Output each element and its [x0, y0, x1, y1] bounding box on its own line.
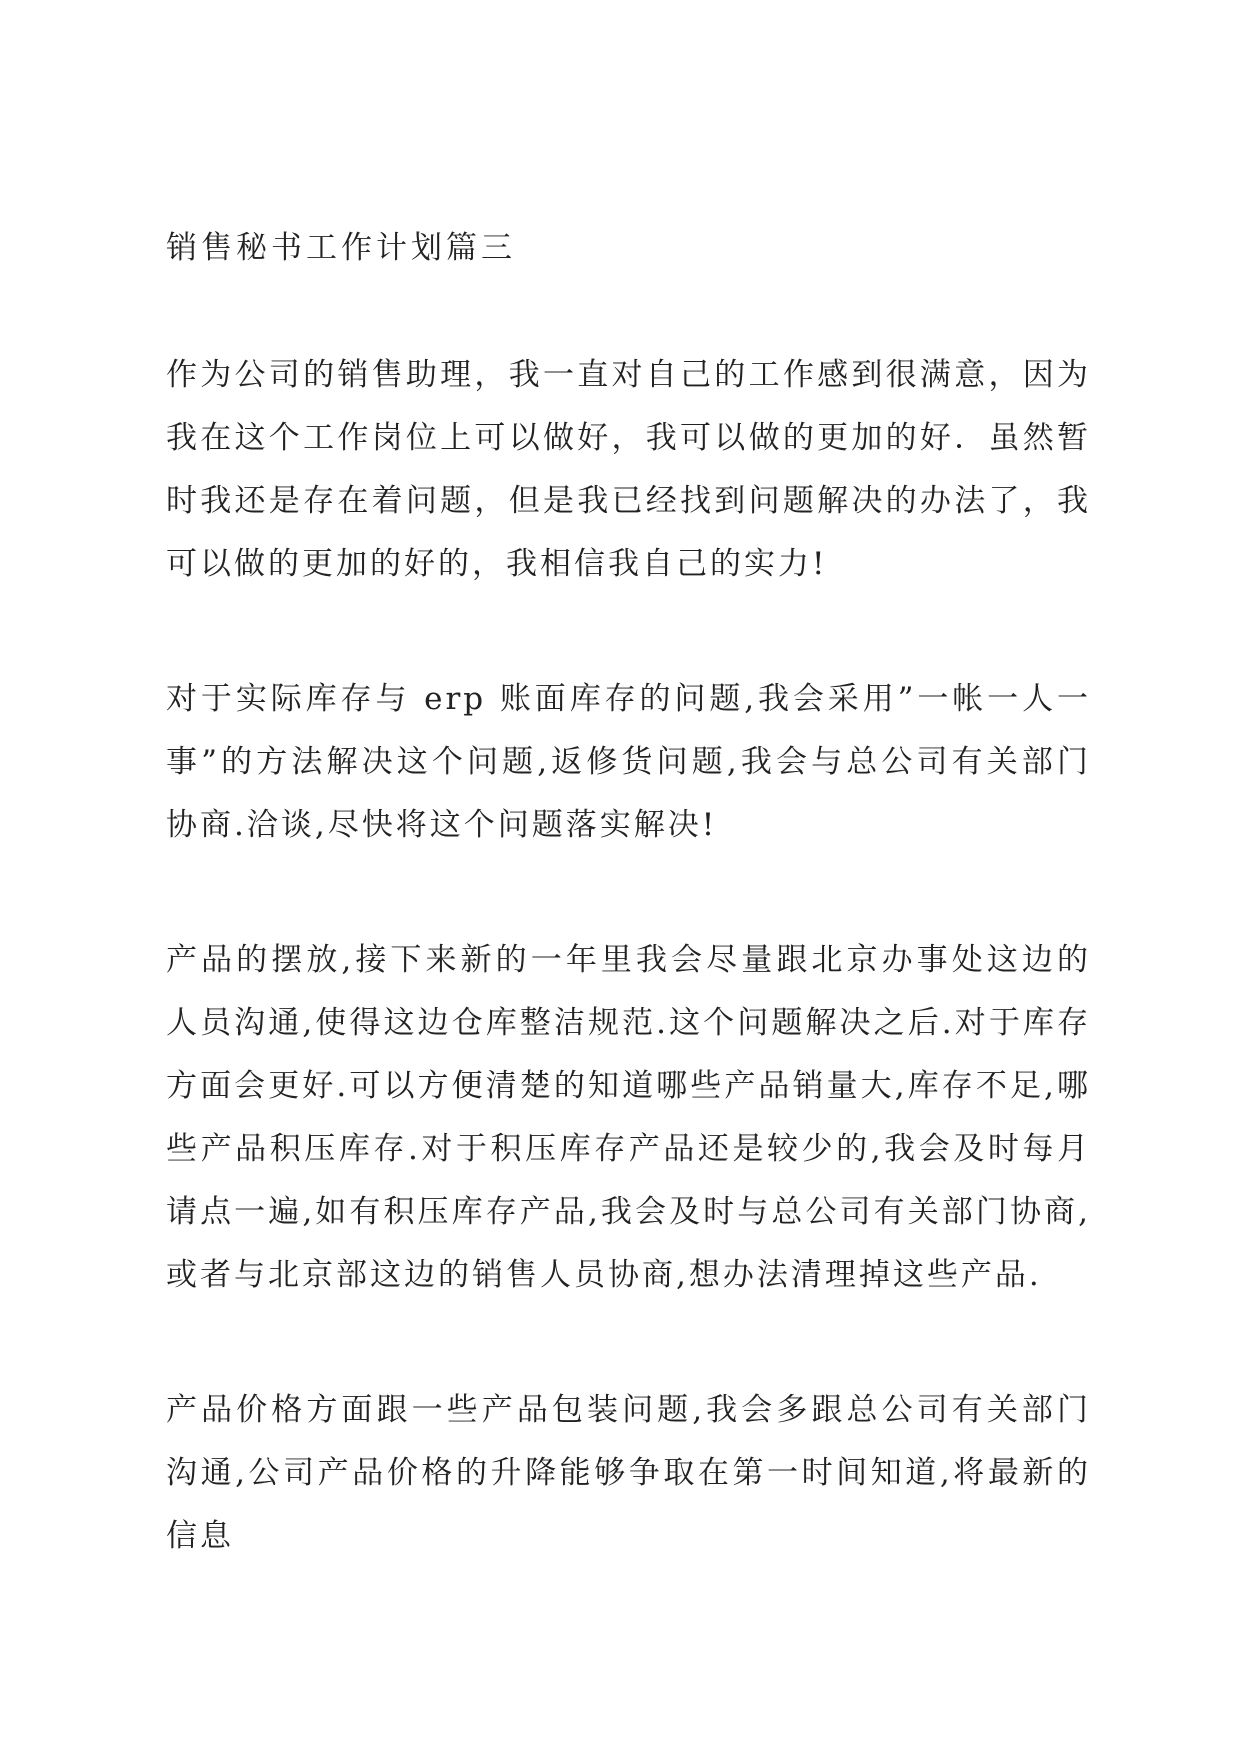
document-title: 销售秘书工作计划篇三 [166, 230, 516, 266]
paragraph-inventory-erp: 对于实际库存与 erp 账面库存的问题,我会采用”一帐一人一事”的方法解决这个问题,返修货问题,我会与总公司有关部门协商.洽谈,尽快将这个问题落实解决! [166, 681, 1091, 843]
paragraph-product-pricing: 产品价格方面跟一些产品包装问题,我会多跟总公司有关部门沟通,公司产品价格的升降能够争取在第一时间知道,将最新的信息 [166, 1392, 1091, 1554]
document-body [166, 224, 1091, 1568]
paragraph-product-placement: 产品的摆放,接下来新的一年里我会尽量跟北京办事处这边的人员沟通,使得这边仓库整洁规范.这个问题解决之后.对于库存方面会更好.可以方便清楚的知道哪些产品销量大,库存不足,哪些产品积压库存.对于积压库存产品还是较少的,我会及时每月请点一遍,如有积压库存产品,我会及时与总公司有关部门协商,或者与北京部这边的销售人员协商,想办法清理掉这些产品. [166, 942, 1091, 1293]
paragraph-sales-assistant-intro: 作为公司的销售助理，我一直对自己的工作感到很满意，因为我在这个工作岗位上可以做好，我可以做的更加的好．虽然暂时我还是存在着问题，但是我已经找到问题解决的办法了，我可以做的更加的好的，我相信我自己的实力! [166, 357, 1091, 582]
